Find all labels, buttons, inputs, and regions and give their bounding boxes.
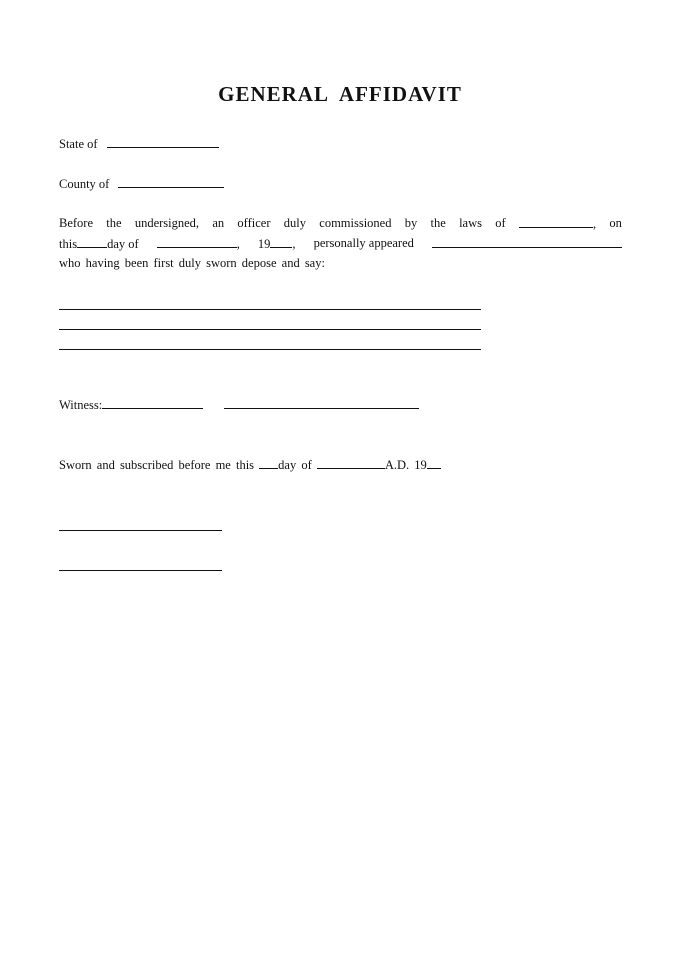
paragraph-line-2 xyxy=(59,236,622,252)
para-word: laws xyxy=(459,216,482,230)
sworn-text: Sworn and subscribed before me this xyxy=(59,458,255,472)
laws-of-group: , xyxy=(519,216,596,232)
para-word: by xyxy=(404,216,418,230)
signature-line[interactable] xyxy=(59,570,222,571)
county-blank[interactable] xyxy=(118,176,224,188)
year-blank[interactable] xyxy=(270,236,292,248)
affiant-name-blank[interactable] xyxy=(432,236,622,248)
laws-of-blank[interactable] xyxy=(519,216,593,228)
personally-appeared-label: personally appeared xyxy=(313,236,414,250)
month-blank[interactable] xyxy=(157,236,237,248)
sworn-year-blank[interactable] xyxy=(427,457,441,469)
statement-line[interactable] xyxy=(59,329,481,330)
paragraph-line-3: who having been first duly sworn depose and say: xyxy=(59,256,325,270)
document-title: GENERAL AFFIDAVIT xyxy=(218,82,462,106)
state-label: State of xyxy=(59,137,98,151)
state-blank[interactable] xyxy=(107,136,219,148)
sworn-day-of: day of xyxy=(278,458,312,472)
witness-row xyxy=(59,397,419,413)
statement-line[interactable] xyxy=(59,309,481,310)
this-day-group xyxy=(59,236,139,252)
witness-blank-1[interactable] xyxy=(102,397,203,409)
county-row xyxy=(59,176,224,192)
para-word: the xyxy=(430,216,446,230)
para-word: the xyxy=(106,216,122,230)
sworn-month-blank[interactable] xyxy=(317,457,385,469)
state-row xyxy=(59,136,219,152)
sworn-row xyxy=(59,457,441,473)
year-prefix: 19 xyxy=(257,237,271,251)
para-word: officer xyxy=(237,216,271,230)
para-word: an xyxy=(212,216,225,230)
day-of-label: day of xyxy=(107,237,139,251)
witness-label: Witness: xyxy=(59,398,103,412)
day-number-blank[interactable] xyxy=(77,236,107,248)
county-label: County of xyxy=(59,177,110,191)
para-word: of xyxy=(495,216,506,230)
para-word: undersigned, xyxy=(134,216,200,230)
para-word: duly xyxy=(283,216,306,230)
witness-blank-2[interactable] xyxy=(224,397,419,409)
sworn-day-blank[interactable] xyxy=(259,457,278,469)
paragraph-line-1 xyxy=(59,216,622,232)
statement-line[interactable] xyxy=(59,349,481,350)
para-word: commissioned xyxy=(319,216,392,230)
para-word: Before xyxy=(59,216,94,230)
sworn-ad-label: A.D. 19 xyxy=(384,458,427,472)
year-group: 19 , xyxy=(257,237,296,251)
para-word: on xyxy=(609,216,622,230)
signature-line[interactable] xyxy=(59,530,222,531)
this-word: this xyxy=(59,237,78,251)
month-group: , xyxy=(157,236,240,252)
